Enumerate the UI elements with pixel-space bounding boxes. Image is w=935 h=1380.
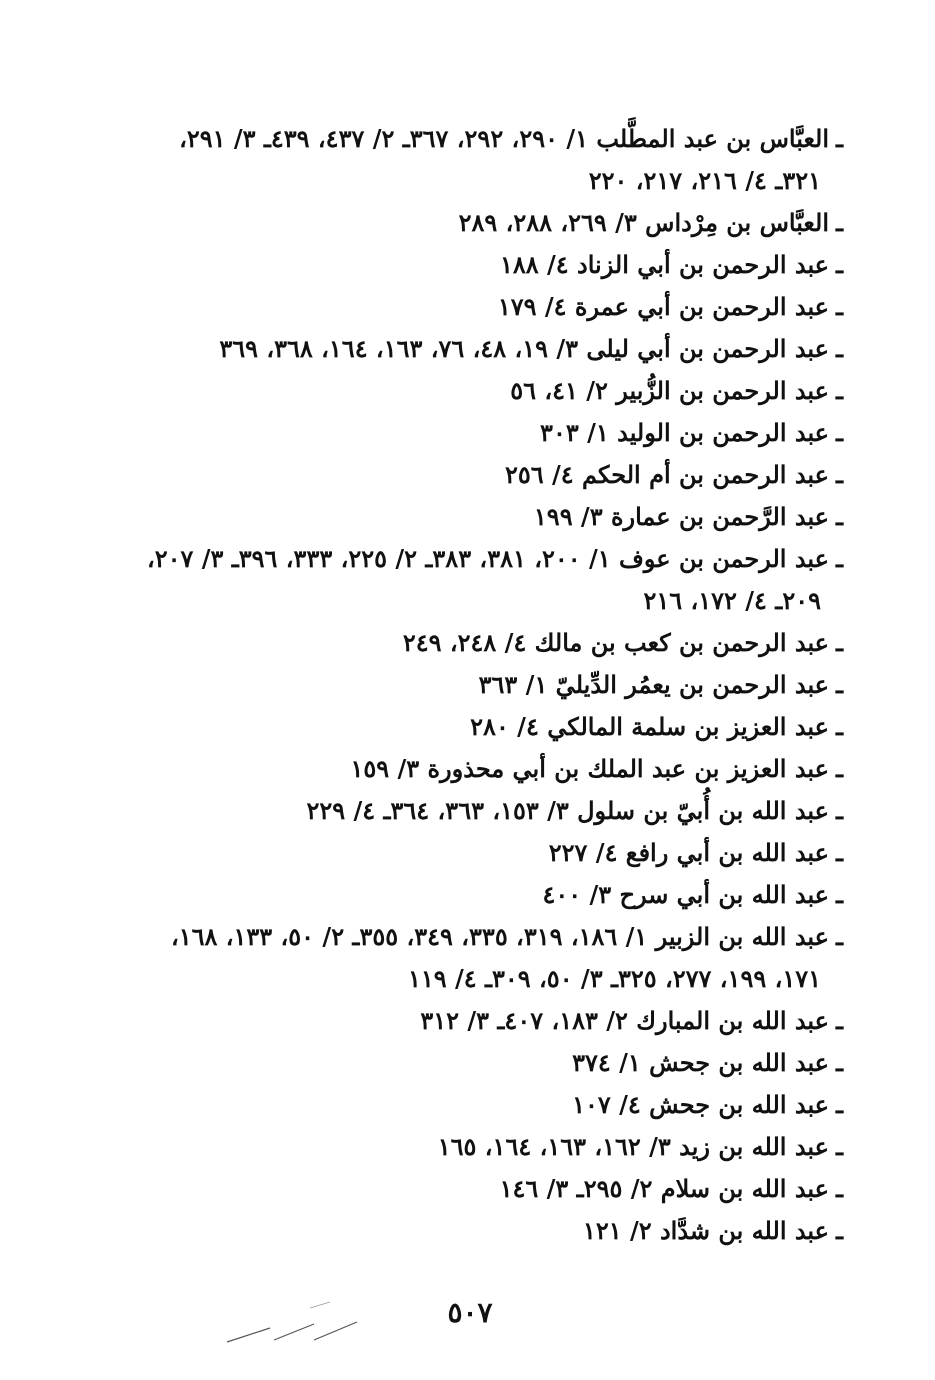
entry-dash: ـ (835, 922, 843, 951)
entry-text: عبد الله بن أبي سرح ٣/ ٤٠٠ (542, 880, 829, 909)
entry-dash: ـ (835, 796, 843, 825)
index-entry (123, 706, 843, 748)
name-index-list (123, 118, 843, 1252)
entry-dash: ـ (835, 628, 843, 657)
index-entry (123, 202, 843, 244)
entry-dash: ـ (835, 292, 843, 321)
page-number: ٥٠٧ (447, 1296, 493, 1329)
entry-text: عبد الرحمن بن يعمُر الدِّيليّ ١/ ٣٦٣ (478, 670, 829, 699)
index-entry (123, 1042, 843, 1084)
entry-text: عبد الرحمن بن الزُّبير ٢/ ٤١، ٥٦ (510, 376, 829, 405)
entry-dash: ـ (835, 1216, 843, 1245)
entry-text: عبد الرحمن بن عوف ١/ ٢٠٠، ٣٨١، ٣٨٣ـ ٢/ ٢٢٥، ٣٣٣، ٣٩٦ـ ٣/ ٢٠٧، (146, 544, 829, 573)
index-entry (123, 1000, 843, 1042)
entry-text: عبد الرحمن بن أبي ليلى ٣/ ١٩، ٤٨، ٧٦، ١٦٣، ١٦٤، ٣٦٨، ٣٦٩ (219, 334, 829, 363)
entry-dash: ـ (835, 376, 843, 405)
entry-text: العبَّاس بن مِرْداس ٣/ ٢٦٩، ٢٨٨، ٢٨٩ (458, 208, 829, 237)
index-entry (123, 790, 843, 832)
index-entry (123, 496, 843, 538)
entry-text: عبد الله بن سلام ٢/ ٢٩٥ـ ٣/ ١٤٦ (499, 1174, 829, 1203)
entry-dash: ـ (835, 250, 843, 279)
entry-dash: ـ (835, 208, 843, 237)
entry-text: عبد الرحمن بن أبي الزناد ٤/ ١٨٨ (499, 250, 829, 279)
entry-dash: ـ (835, 334, 843, 363)
entry-text: عبد الرحمن بن الوليد ١/ ٣٠٣ (540, 418, 829, 447)
entry-dash: ـ (835, 460, 843, 489)
entry-dash: ـ (835, 1090, 843, 1119)
index-entry (123, 748, 843, 790)
entry-text: عبد الله بن المبارك ٢/ ١٨٣، ٤٠٧ـ ٣/ ٣١٢ (420, 1006, 829, 1035)
index-entry (123, 1126, 843, 1168)
index-entry (123, 538, 843, 622)
entry-text: عبد الرَّحمن بن عمارة ٣/ ١٩٩ (533, 502, 829, 531)
entry-dash: ـ (835, 124, 843, 153)
index-entry (123, 1168, 843, 1210)
index-entry (123, 244, 843, 286)
entry-text: عبد العزيز بن عبد الملك بن أبي محذورة ٣/ ١٥٩ (350, 754, 829, 783)
index-entry (123, 286, 843, 328)
entry-text: عبد الله بن أُبيّ بن سلول ٣/ ١٥٣، ٣٦٣، ٣٦٤ـ ٤/ ٢٢٩ (306, 796, 829, 825)
entry-dash: ـ (835, 544, 843, 573)
entry-text: عبد الله بن زيد ٣/ ١٦٢، ١٦٣، ١٦٤، ١٦٥ (437, 1132, 829, 1161)
index-entry (123, 874, 843, 916)
index-entry (123, 412, 843, 454)
index-entry (123, 622, 843, 664)
index-entry (123, 916, 843, 1000)
entry-continuation: ١٧١، ١٩٩، ٢٧٧، ٣٢٥ـ ٣/ ٥٠، ٣٠٩ـ ٤/ ١١٩ (407, 964, 821, 993)
entry-text: عبد الرحمن بن أبي عمرة ٤/ ١٧٩ (497, 292, 829, 321)
entry-dash: ـ (835, 1048, 843, 1077)
entry-continuation: ٢٠٩ـ ٤/ ١٧٢، ٢١٦ (643, 586, 821, 615)
index-entry (123, 454, 843, 496)
index-entry (123, 328, 843, 370)
entry-dash: ـ (835, 670, 843, 699)
entry-text: عبد الله بن جحش ٤/ ١٠٧ (572, 1090, 829, 1119)
entry-text: عبد الله بن شدَّاد ٢/ ١٢١ (582, 1216, 829, 1245)
index-entry (123, 832, 843, 874)
entry-text: عبد العزيز بن سلمة المالكي ٤/ ٢٨٠ (470, 712, 829, 741)
entry-dash: ـ (835, 502, 843, 531)
entry-text: عبد الرحمن بن أم الحكم ٤/ ٢٥٦ (504, 460, 829, 489)
entry-dash: ـ (835, 1132, 843, 1161)
entry-text: عبد الله بن الزبير ١/ ١٨٦، ٣١٩، ٣٣٥، ٣٤٩، ٣٥٥ـ ٢/ ٥٠، ١٣٣، ١٦٨، (170, 922, 829, 951)
entry-text: عبد الله بن أبي رافع ٤/ ٢٢٧ (548, 838, 829, 867)
entry-dash: ـ (835, 1174, 843, 1203)
entry-text: العبَّاس بن عبد المطَّلب ١/ ٢٩٠، ٢٩٢، ٣٦٧ـ ٢/ ٤٣٧، ٤٣٩ـ ٣/ ٢٩١، (179, 124, 829, 153)
index-entry (123, 1210, 843, 1252)
entry-dash: ـ (835, 880, 843, 909)
entry-text: عبد الله بن جحش ١/ ٣٧٤ (572, 1048, 829, 1077)
index-entry (123, 1084, 843, 1126)
entry-dash: ـ (835, 712, 843, 741)
index-entry (123, 370, 843, 412)
index-entry (123, 118, 843, 202)
index-entry (123, 664, 843, 706)
entry-dash: ـ (835, 418, 843, 447)
entry-text: عبد الرحمن بن كعب بن مالك ٤/ ٢٤٨، ٢٤٩ (402, 628, 829, 657)
entry-continuation: ٣٢١ـ ٤/ ٢١٦، ٢١٧، ٢٢٠ (588, 166, 821, 195)
entry-dash: ـ (835, 1006, 843, 1035)
entry-dash: ـ (835, 838, 843, 867)
entry-dash: ـ (835, 754, 843, 783)
pencil-scribble-mark (222, 1290, 362, 1350)
